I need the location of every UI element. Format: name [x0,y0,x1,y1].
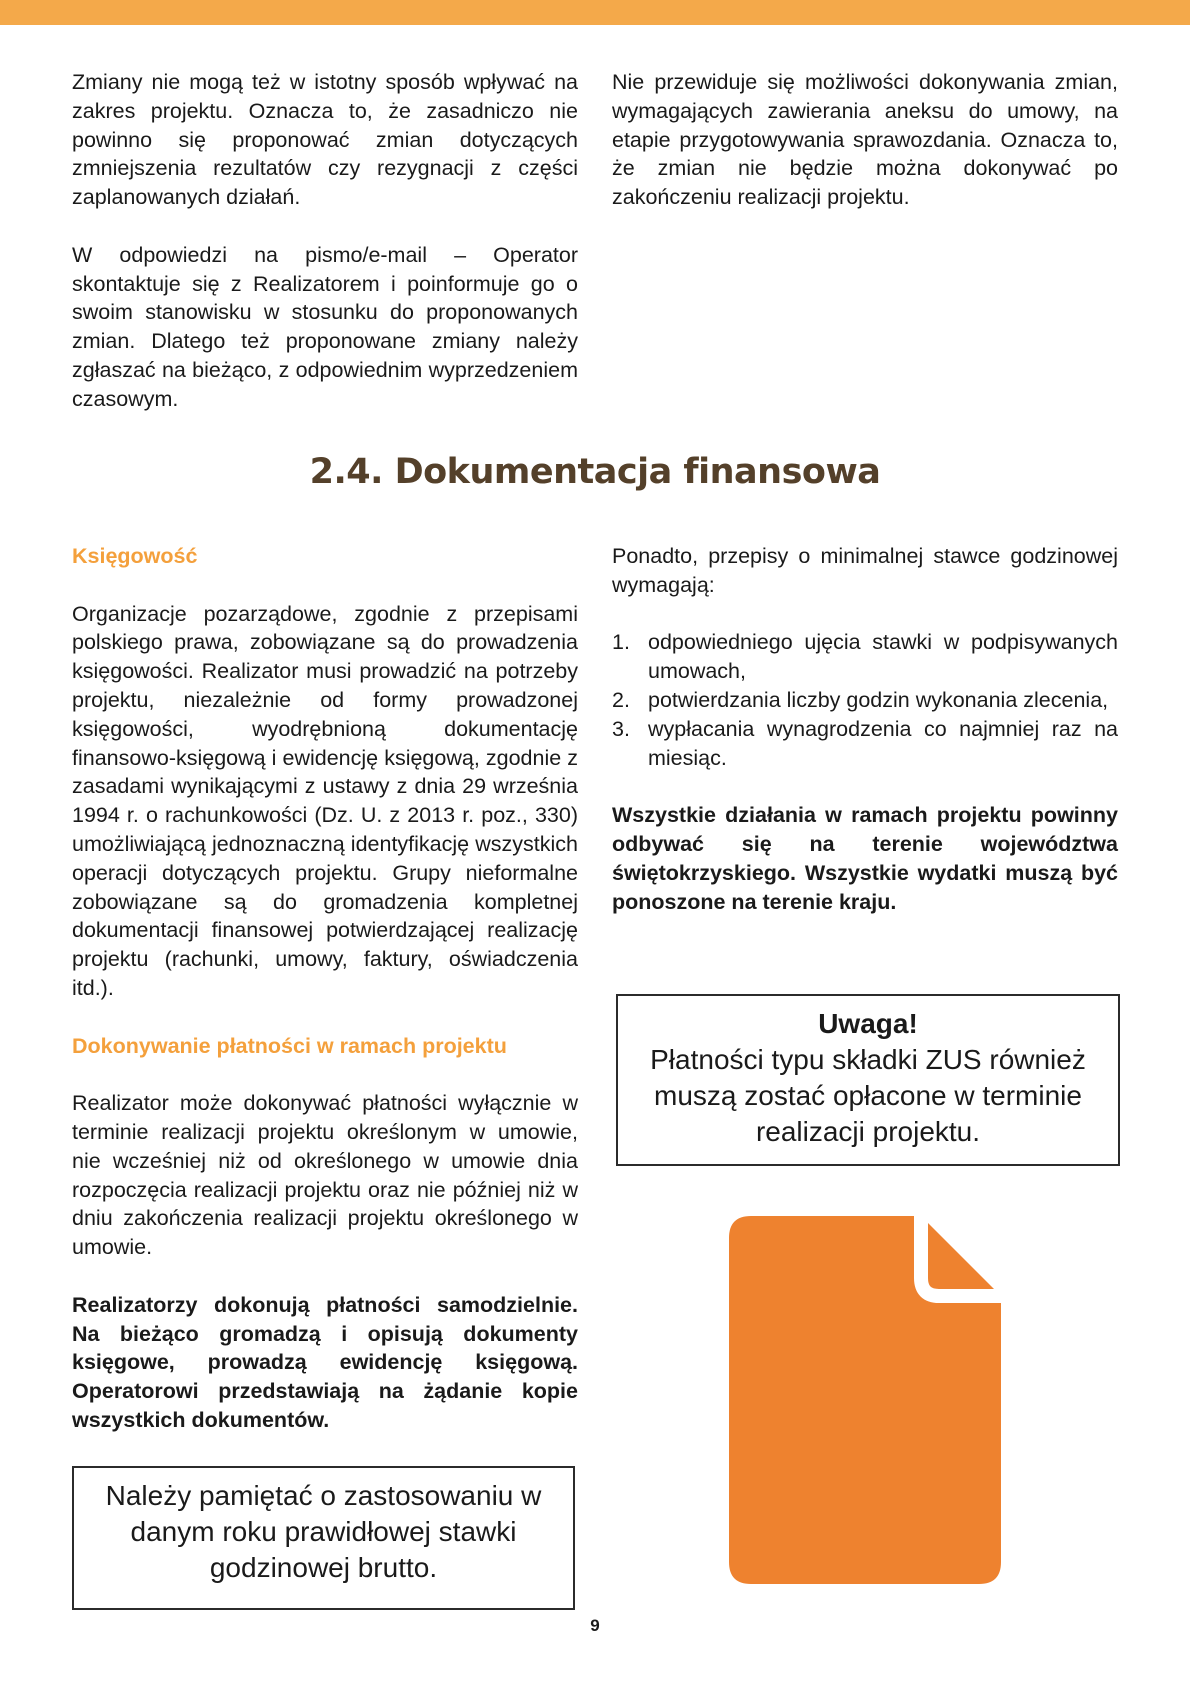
paragraph-operator-response: W odpowiedzi na pismo/e-mail – Operator skontaktuje się z Realizatorem i poinformuje go o swoim stanowisku w stosunku do proponowanych zmian. Dlatego też proponowane zmiany należy zgłaszać na bieżąco, z odpowiednim wyprzedzeniem czasowym. [72,242,578,411]
top-left-column [72,68,578,414]
subhead-payments: Dokonywanie płatności w ramach projektu [72,1033,507,1058]
list-item: 2. potwierdzania liczby godzin wykonania zlecenia, [612,687,1109,712]
paragraph-changes-scope: Zmiany nie mogą też w istotny sposób wpływać na zakres projektu. Oznacza to, że zasadniczo nie powinno się proponować zmian dotyczących zmniejszenia rezultatów czy rezygnacji z części zaplanowanych działań. [72,70,578,210]
lower-right-column [612,542,1118,916]
list-item: 1. odpowiedniego ujęcia stawki w podpisywanych umowach, [612,630,1118,684]
lower-left-column [72,542,578,1435]
document-icon [729,1216,1001,1584]
section-heading: 2.4. Dokumentacja finansowa [309,452,881,492]
top-right-column [612,68,1118,212]
paragraph-accounting: Organizacje pozarządowe, zgodnie z przepisami polskiego prawa, zobowiązane są do prowadzenia księgowości. Realizator musi prowadzić na potrzeby projektu, niezależnie od formy prowadzonej księgowości, wyodrębnioną dokumentację finansowo-księgową i ewidencję księgową, zgodnie z zasadami wynikającymi z ustawy z dnia 29 września 1994 r. o rachunkowości (Dz. U. z 2013 r. poz., 330) umożliwiającą jednoznaczną identyfikację wszystkich operacji dotyczących projektu. Grupy nieformalne zobowiązane są do gromadzenia kompletnej dokumentacji finansowej potwierdzającej realizację projektu (rachunki, umowy, faktury, oświadczenia itd.). [72,601,578,1000]
subhead-accounting: Księgowość [72,544,198,568]
hourly-rate-notice-text: Należy pamiętać o zastosowaniu w danym roku prawidłowej stawki godzinowej brutto. [105,1480,542,1583]
list-item: 3. wypłacania wynagrodzenia co najmniej raz na miesiąc. [612,716,1118,770]
notice-text: Płatności typu składki ZUS również muszą zostać opłacone w terminie realizacji projektu. [650,1044,1086,1147]
requirements-list [612,628,1118,772]
top-accent-bar [0,0,1190,25]
paragraph-no-annex-changes: Nie przewiduje się możliwości dokonywania zmian, wymagających zawierania aneksu do umowy, na etapie przygotowywania sprawozdania. Oznacza to, że zmian nie będzie można dokonywać po zakończeniu realizacji projektu. [612,70,1118,210]
paragraph-payments-bold: Realizatorzy dokonują płatności samodzielnie. Na bieżąco gromadzą i opisują dokumenty księgowe, prowadzą ewidencję księgową. Operatorowi przedstawiają na żądanie kopie wszystkich dokumentów. [72,1292,578,1432]
paragraph-minimum-rate-intro: Ponadto, przepisy o minimalnej stawce godzinowej wymagają: [612,544,1118,597]
hourly-rate-notice-box [72,1466,575,1610]
zus-notice-box [616,994,1120,1166]
paragraph-region-bold: Wszystkie działania w ramach projektu powinny odbywać się na terenie województwa świętokrzyskiego. Wszystkie wydatki muszą być ponoszone na terenie kraju. [612,803,1118,914]
paragraph-payments: Realizator może dokonywać płatności wyłącznie w terminie realizacji projektu określonym w umowie, nie wcześniej niż od określonego w umowie dnia rozpoczęcia realizacji projektu oraz nie później niż w dniu zakończenia realizacji projektu określonego w umowie. [72,1091,578,1260]
notice-title: Uwaga! [818,1008,918,1039]
page-number: 9 [590,1616,600,1635]
